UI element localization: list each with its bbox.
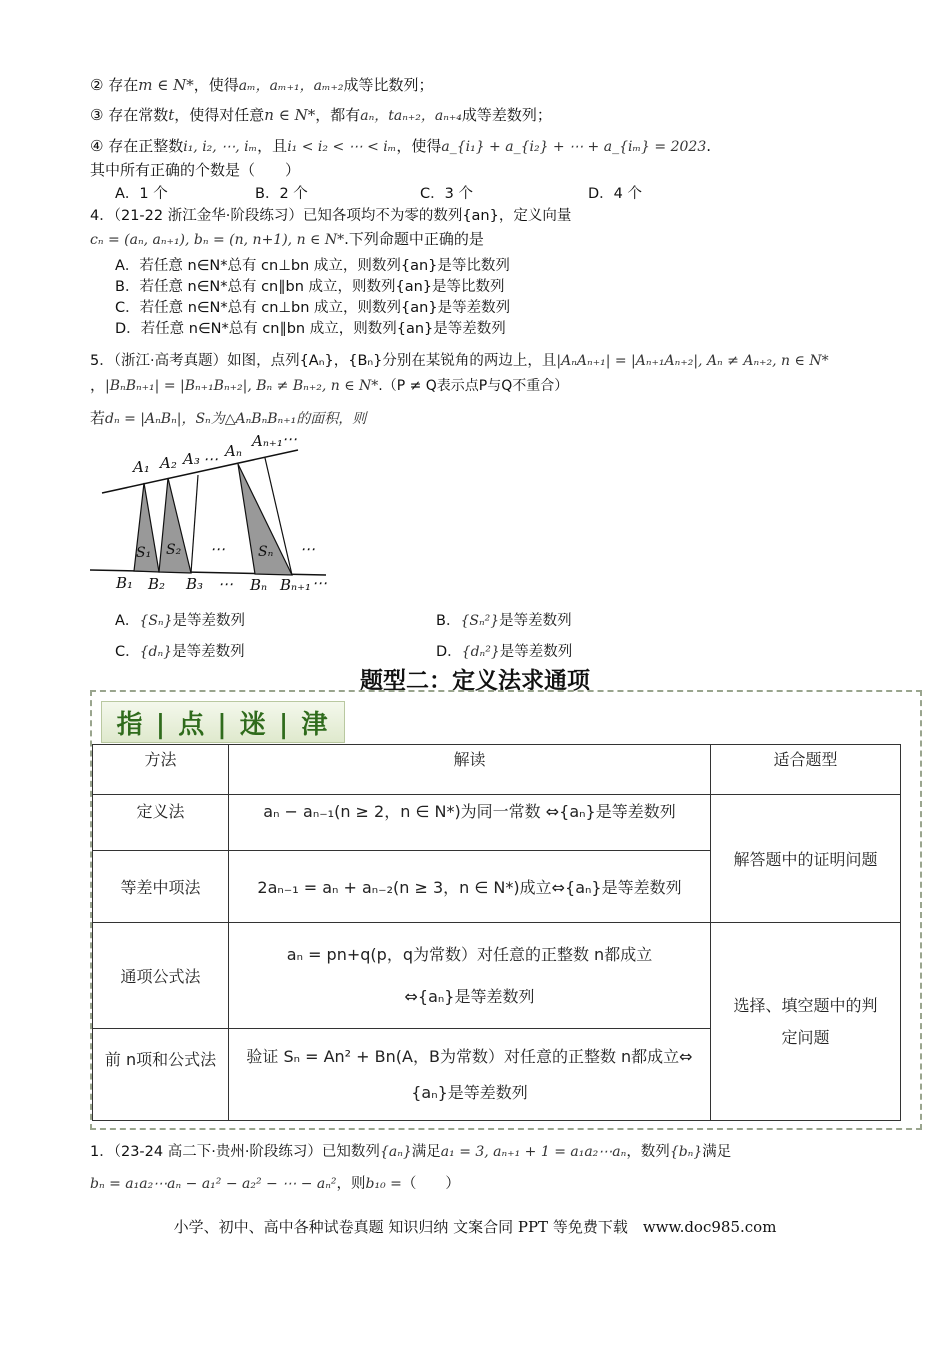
method-cell: 等差中项法 [93, 851, 229, 923]
label-s2: S₂ [166, 542, 182, 558]
q5-choice-c [115, 640, 245, 661]
q4-choice-c: C．若任意 n∈N*总有 cn⊥bn 成立，则数列{an}是等差数列 [115, 300, 511, 316]
type-cell-judge [711, 923, 901, 1121]
text: 若 [90, 409, 106, 427]
q5-choice-b [436, 609, 572, 630]
dots-top-2: ⋯ [282, 430, 297, 448]
text: ，且 [257, 137, 288, 155]
reading-cell [229, 923, 711, 1029]
text: ， [90, 376, 106, 394]
math: {Sₙ} [139, 613, 173, 629]
dots-mid-2: ⋯ [300, 540, 315, 558]
label-sn: Sₙ [258, 544, 274, 560]
type-cell-proof: 解答题中的证明问题 [711, 795, 901, 923]
math: |AₙAₙ₊₁| = |Aₙ₊₁Aₙ₊₂|, Aₙ ≠ Aₙ₊₂, n ∈ N* [556, 353, 829, 369]
label-a2: A₂ [160, 454, 177, 472]
q5-figure [90, 430, 340, 595]
label-an: Aₙ [225, 442, 242, 460]
text: 成等差数列； [461, 106, 552, 124]
text: 满足 [702, 1144, 732, 1160]
label-s1: S₁ [136, 545, 152, 561]
header-method: 方法 [93, 745, 229, 795]
math: |BₙBₙ₊₁| = |Bₙ₊₁Bₙ₊₂|, Bₙ ≠ Bₙ₊₂, n ∈ N* [105, 378, 379, 394]
q3-option-2 [90, 74, 434, 95]
method-cell: 前 n项和公式法 [93, 1029, 229, 1121]
math: {dₙ} [139, 644, 173, 660]
text: 是等差数列 [499, 644, 573, 660]
q1-condition [90, 1172, 460, 1193]
option-label: ② 存在 [90, 76, 139, 94]
table-header-row [93, 745, 901, 795]
choice-letter: A． [115, 613, 140, 629]
text: 成等比数列； [343, 76, 434, 94]
q5-choice-d [436, 640, 572, 661]
q3-choice-a: A．1 个 [115, 186, 168, 202]
text: ，使得 [193, 76, 239, 94]
q5-stem [90, 349, 829, 370]
label-a3: A₃ [183, 450, 200, 468]
choice-letter: B． [436, 613, 461, 629]
math: a_{i₁} + a_{i₂} + ⋯ + a_{iₘ} = 2023 [441, 139, 707, 155]
method-cell: 定义法 [93, 795, 229, 851]
math: i₁ < i₂ < ⋯ < iₘ [287, 139, 397, 155]
q3-option-4 [90, 135, 711, 156]
label-a1: A₁ [133, 458, 150, 476]
reading-line: aₙ = pn+q(p，q为常数）对任意的正整数 n都成立 [286, 944, 653, 964]
text: 是等差数列 [499, 613, 572, 629]
label-b1: B₁ [116, 574, 134, 592]
math: n ∈ N* [264, 106, 316, 124]
page-footer: 小学、初中、高中各种试卷真题 知识归纳 文案合同 PPT 等免费下载 www.doc985.com [173, 1218, 777, 1236]
text: .（P ≠ Q表示点P与Q不重合） [378, 378, 569, 394]
reading-line: 验证 Sₙ = An² + Bn(A，B为常数）对任意的正整数 n都成立⇔ [246, 1046, 693, 1066]
math: t [168, 106, 175, 124]
q4-choice-d: D．若任意 n∈N*总有 cn∥bn 成立，则数列{an}是等差数列 [115, 321, 506, 337]
dots-mid-1: ⋯ [210, 540, 225, 558]
label-b3: B₃ [186, 575, 204, 593]
method-cell: 通项公式法 [93, 923, 229, 1029]
q4-choice-b: B．若任意 n∈N*总有 cn∥bn 成立，则数列{an}是等比数列 [115, 279, 505, 295]
reading-cell [229, 1029, 711, 1121]
text: 满足 [411, 1144, 441, 1160]
type-line: 选择、填空题中的判 [733, 995, 878, 1015]
option-label: ④ 存在正整数 [90, 137, 184, 155]
text: 1．（23-24 高二下·贵州·阶段练习）已知数列 [90, 1144, 380, 1160]
header-type: 适合题型 [711, 745, 901, 795]
section-title: 题型二：定义法求通项 [360, 668, 590, 694]
text: ，都有 [315, 106, 361, 124]
dots-bottom-2: ⋯ [312, 574, 327, 592]
math: m ∈ N* [138, 76, 194, 94]
tips-badge: 指 | 点 | 迷 | 津 [101, 701, 345, 743]
q1-stem [90, 1140, 731, 1161]
label-bn1: Bₙ₊₁ [280, 576, 312, 594]
q3-choice-d: D．4 个 [588, 186, 642, 202]
q4-choice-a: A．若任意 n∈N*总有 cn⊥bn 成立，则数列{an}是等比数列 [115, 258, 510, 274]
math: cₙ = (aₙ, aₙ₊₁), bₙ = (n, n+1), n ∈ N* [90, 232, 345, 248]
label-b2: B₂ [148, 575, 166, 593]
reading-cell: aₙ − aₙ₋₁(n ≥ 2，n ∈ N*)为同一常数 ⇔{aₙ}是等差数列 [229, 795, 711, 851]
text: （ ） [401, 1176, 460, 1192]
text: . [706, 137, 712, 155]
label-an1: Aₙ₊₁ [252, 432, 283, 450]
choice-letter: C． [115, 644, 140, 660]
dots-bottom-1: ⋯ [218, 575, 233, 593]
text: 是等差数列 [172, 613, 246, 629]
label-bn: Bₙ [250, 576, 268, 594]
triangle-s2 [159, 478, 191, 573]
math: {dₙ²} [461, 644, 500, 660]
q5-question [90, 407, 366, 428]
math: dₙ = |AₙBₙ|，Sₙ为△AₙBₙBₙ₊₁的面积，则 [105, 411, 367, 427]
table-row [93, 923, 901, 1029]
choice-letter: D． [436, 644, 462, 660]
text: ，数列 [626, 1144, 670, 1160]
text: ，使得对任意 [174, 106, 265, 124]
reading-cell: 2aₙ₋₁ = aₙ + aₙ₋₂(n ≥ 3，n ∈ N*)成立⇔{aₙ}是等差数列 [229, 851, 711, 923]
header-reading: 解读 [229, 745, 711, 795]
q4-stem: 4．（21-22 浙江金华·阶段练习）已知各项均不为零的数列{an}，定义向量 [90, 208, 572, 224]
q4-definition [90, 228, 484, 249]
q3-question: 其中所有正确的个数是（ ） [90, 161, 301, 179]
q5-choice-a [115, 609, 245, 630]
math: a₁ = 3, aₙ₊₁ + 1 = a₁a₂⋯aₙ [440, 1144, 627, 1160]
math: {Sₙ²} [460, 613, 500, 629]
reading-line: {aₙ}是等差数列 [411, 1082, 528, 1102]
text: 5．（浙江·高考真题）如图，点列{Aₙ}，{Bₙ}分别在某锐角的两边上，且 [90, 353, 557, 369]
q3-choice-c: C．3 个 [420, 186, 473, 202]
text: .下列命题中正确的是 [344, 230, 484, 248]
math: aₘ，aₘ₊₁，aₘ₊₂ [238, 78, 344, 94]
method-table [92, 744, 901, 1121]
reading-line: ⇔{aₙ}是等差数列 [404, 986, 535, 1006]
math: {aₙ} [379, 1144, 412, 1160]
q3-option-3 [90, 104, 552, 125]
q3-choice-b: B．2 个 [255, 186, 308, 202]
math: bₙ = a₁a₂⋯aₙ − a₁² − a₂² − ⋯ − aₙ² [90, 1176, 337, 1192]
math: i₁, i₂, ⋯, iₘ [183, 139, 258, 155]
option-label: ③ 存在常数 [90, 106, 169, 124]
math: aₙ，taₙ₊₂，aₙ₊₄ [360, 108, 462, 124]
text: ，则 [336, 1176, 366, 1192]
math: {bₙ} [669, 1144, 703, 1160]
type-line: 定问题 [781, 1027, 830, 1047]
table-row [93, 795, 901, 851]
text: ，使得 [396, 137, 442, 155]
text: 是等差数列 [172, 644, 245, 660]
segment-a3b3 [191, 475, 198, 573]
math: b₁₀ = [365, 1176, 402, 1192]
dots-top-1: ⋯ [203, 450, 218, 468]
q5-condition [90, 374, 568, 395]
